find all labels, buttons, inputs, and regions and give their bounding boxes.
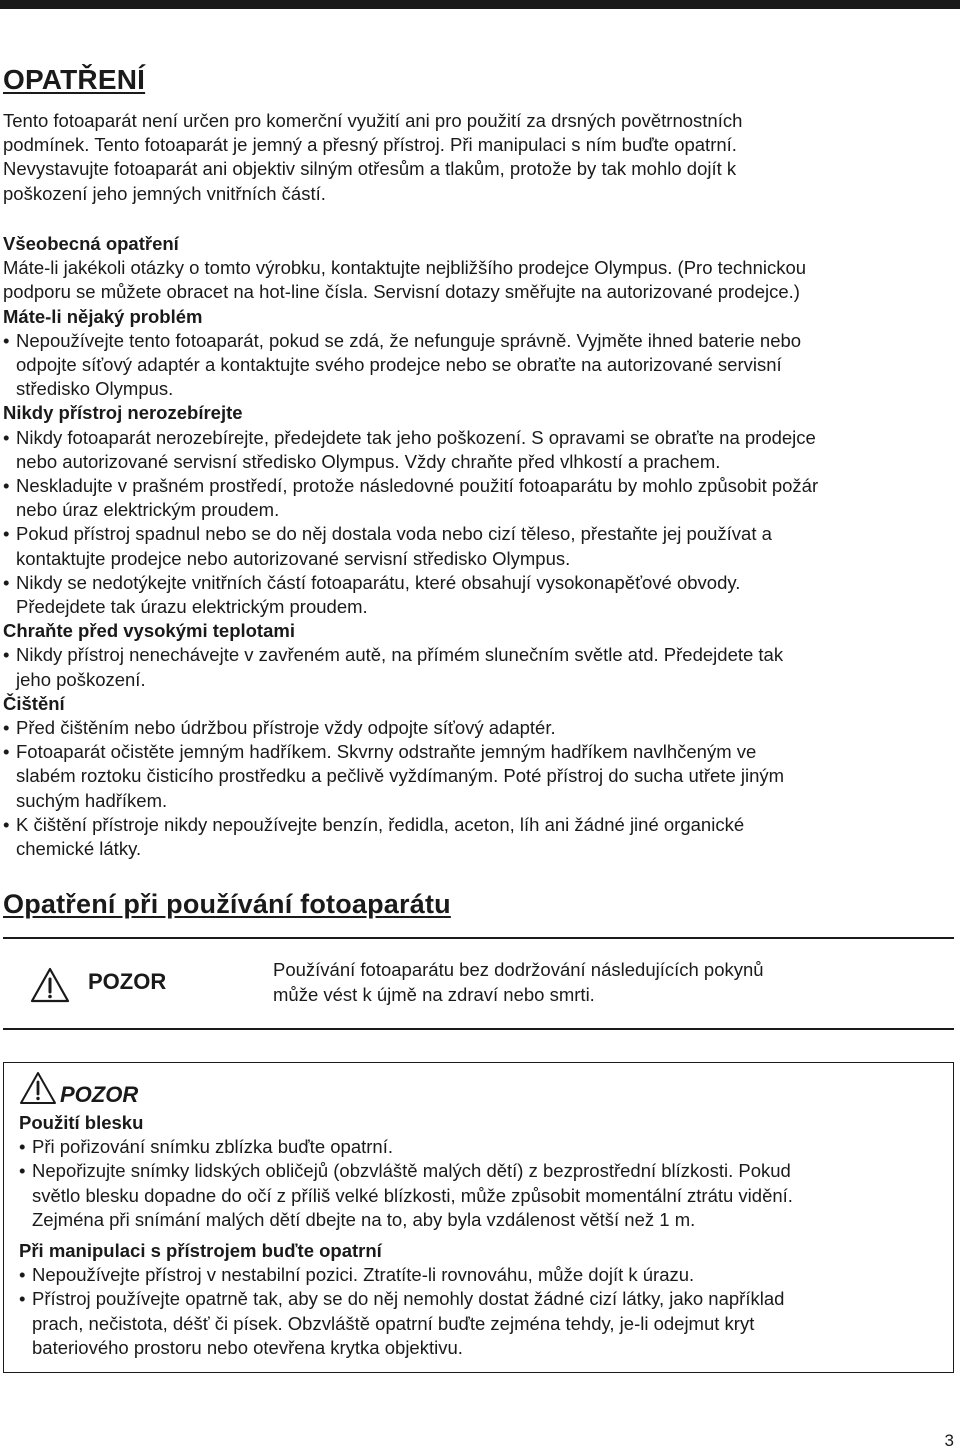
list-item [19, 1263, 939, 1287]
general-line: podporu se můžete obracet na hot-line čísla. Servisní dotazy směřujte na autorizované prodejce.) [3, 281, 800, 303]
warning-text [273, 957, 913, 1007]
warning-triangle-icon [18, 1071, 58, 1105]
list-line: jeho poškození. [16, 668, 146, 690]
list-item [3, 813, 953, 861]
flash-list [19, 1135, 939, 1232]
list-line: • Fotoaparát očistěte jemným hadříkem. Skvrny odstraňte jemným hadříkem navlhčeným ve [16, 741, 757, 763]
list-item [3, 474, 953, 522]
list-line: bateriového prostoru nebo otevřena krytka objektivu. [32, 1336, 463, 1358]
general-precautions [3, 232, 953, 861]
list-line: • Pokud přístroj spadnul nebo se do něj dostala voda nebo cizí těleso, přestaňte jej používat a [16, 523, 772, 545]
general-heading: Všeobecná opatření [3, 233, 179, 254]
flash-heading: Použití blesku [19, 1112, 144, 1133]
list-line: prach, nečistota, déšť či písek. Obzvláště opatrní buďte zejména tehdy, je-li odejmut kryt [32, 1312, 755, 1334]
intro-line: poškození jeho jemných vnitřních částí. [3, 182, 326, 204]
intro-line: podmínek. Tento fotoaparát je jemný a přesný přístroj. Při manipulaci s ním buďte opatrní. [3, 134, 737, 156]
warning-line: Používání fotoaparátu bez dodržování následujících pokynů [273, 959, 764, 980]
caution-content [19, 1111, 939, 1360]
list-line: • Nikdy přístroj nenechávejte v zavřeném autě, na přímém slunečním světle atd. Předejdete tak [16, 644, 784, 666]
cleaning-list [3, 716, 953, 861]
list-line: suchým hadříkem. [16, 789, 168, 811]
problem-heading: Máte-li nějaký problém [3, 305, 203, 327]
warning-label: POZOR [88, 969, 167, 994]
heat-heading: Chraňte před vysokými teplotami [3, 620, 295, 642]
list-item [3, 716, 953, 740]
caution-title: POZOR [60, 1082, 139, 1107]
list-line: středisko Olympus. [16, 378, 174, 400]
handling-list [19, 1263, 939, 1360]
top-rule [0, 0, 960, 9]
caution-box [3, 1062, 954, 1373]
intro-line: Tento fotoaparát není určen pro komerční využití ani pro použití za drsných povětrnostních [3, 110, 743, 131]
camera-section-heading: Opatření při používání fotoaparátu [3, 889, 451, 919]
list-line: slabém roztoku čisticího prostředku a pečlivě vyždímaným. Poté přístroj do sucha utřete jiným [16, 765, 785, 787]
intro-paragraph [3, 109, 953, 206]
list-line: • Nepoužívejte tento fotoaparát, pokud se zdá, že nefunguje správně. Vyjměte ihned baterie nebo [16, 329, 802, 351]
list-line: Zejména při snímání malých dětí dbejte na to, aby byla vzdálenost větší než 1 m. [32, 1208, 696, 1230]
list-line: nebo autorizované servisní středisko Olympus. Vždy chraňte před vlhkostí a prachem. [16, 450, 721, 472]
page-title: OPATŘENÍ [3, 64, 146, 95]
list-item [3, 426, 953, 474]
list-line: nebo úraz elektrickým proudem. [16, 499, 280, 521]
list-item [3, 329, 953, 402]
spacer [19, 1232, 939, 1239]
list-item [3, 571, 953, 619]
heat-list [3, 643, 953, 691]
list-line: • Nikdy fotoaparát nerozebírejte, předejdete tak jeho poškození. S opravami se obraťte na prodejce [16, 426, 816, 448]
list-item [3, 643, 953, 691]
warning-line: může vést k újmě na zdraví nebo smrti. [273, 984, 595, 1005]
warning-row [3, 937, 954, 1030]
intro-line: Nevystavujte fotoaparát ani objektiv silným otřesům a tlakům, protože by tak mohlo dojít k [3, 158, 737, 180]
list-line: • Nikdy se nedotýkejte vnitřních částí fotoaparátu, které obsahují vysokonapěťové obvody. [16, 571, 741, 593]
page-number: 3 [944, 1431, 954, 1450]
warning-triangle-icon [30, 967, 70, 1003]
list-item [3, 522, 953, 570]
list-line: • Před čištěním nebo údržbou přístroje vždy odpojte síťový adaptér. [16, 717, 556, 739]
general-line: Máte-li jakékoli otázky o tomto výrobku, kontaktujte nejbližšího prodejce Olympus. (Pro technickou [3, 257, 807, 279]
list-line: • Neskladujte v prašném prostředí, protože následovné použití fotoaparátu by mohlo způsobit požár [16, 475, 819, 497]
list-line: Předejdete tak úrazu elektrickým proudem. [16, 596, 368, 618]
disassemble-heading: Nikdy přístroj nerozebírejte [3, 402, 243, 424]
list-line: chemické látky. [16, 838, 142, 860]
list-line: kontaktujte prodejce nebo autorizované servisní středisko Olympus. [16, 547, 571, 569]
list-line: • Přístroj používejte opatrně tak, aby se do něj nemohly dostat žádné cizí látky, jako například [32, 1288, 785, 1310]
list-line: světlo blesku dopadne do očí z příliš velké blízkosti, může způsobit momentální ztrátu vidění. [32, 1184, 793, 1206]
list-item [3, 740, 953, 813]
list-line: • Při pořizování snímku zblízka buďte opatrní. [32, 1136, 393, 1158]
list-line: • K čištění přístroje nikdy nepoužívejte benzín, ředidla, aceton, líh ani žádné jiné organické [16, 813, 745, 835]
list-line: • Nepořizujte snímky lidských obličejů (obzvláště malých dětí) z bezprostřední blízkosti. Pokud [32, 1160, 791, 1182]
list-item [19, 1135, 939, 1159]
problem-list [3, 329, 953, 402]
handling-heading: Při manipulaci s přístrojem buďte opatrní [19, 1240, 382, 1262]
list-line: • Nepoužívejte přístroj v nestabilní pozici. Ztratíte-li rovnováhu, může dojít k úrazu. [32, 1264, 695, 1286]
list-item [19, 1287, 939, 1360]
cleaning-heading: Čištění [3, 692, 65, 714]
disassemble-list [3, 426, 953, 620]
list-line: odpojte síťový adaptér a kontaktujte svého prodejce nebo se obraťte na autorizované servisní [16, 354, 782, 376]
list-item [19, 1159, 939, 1232]
